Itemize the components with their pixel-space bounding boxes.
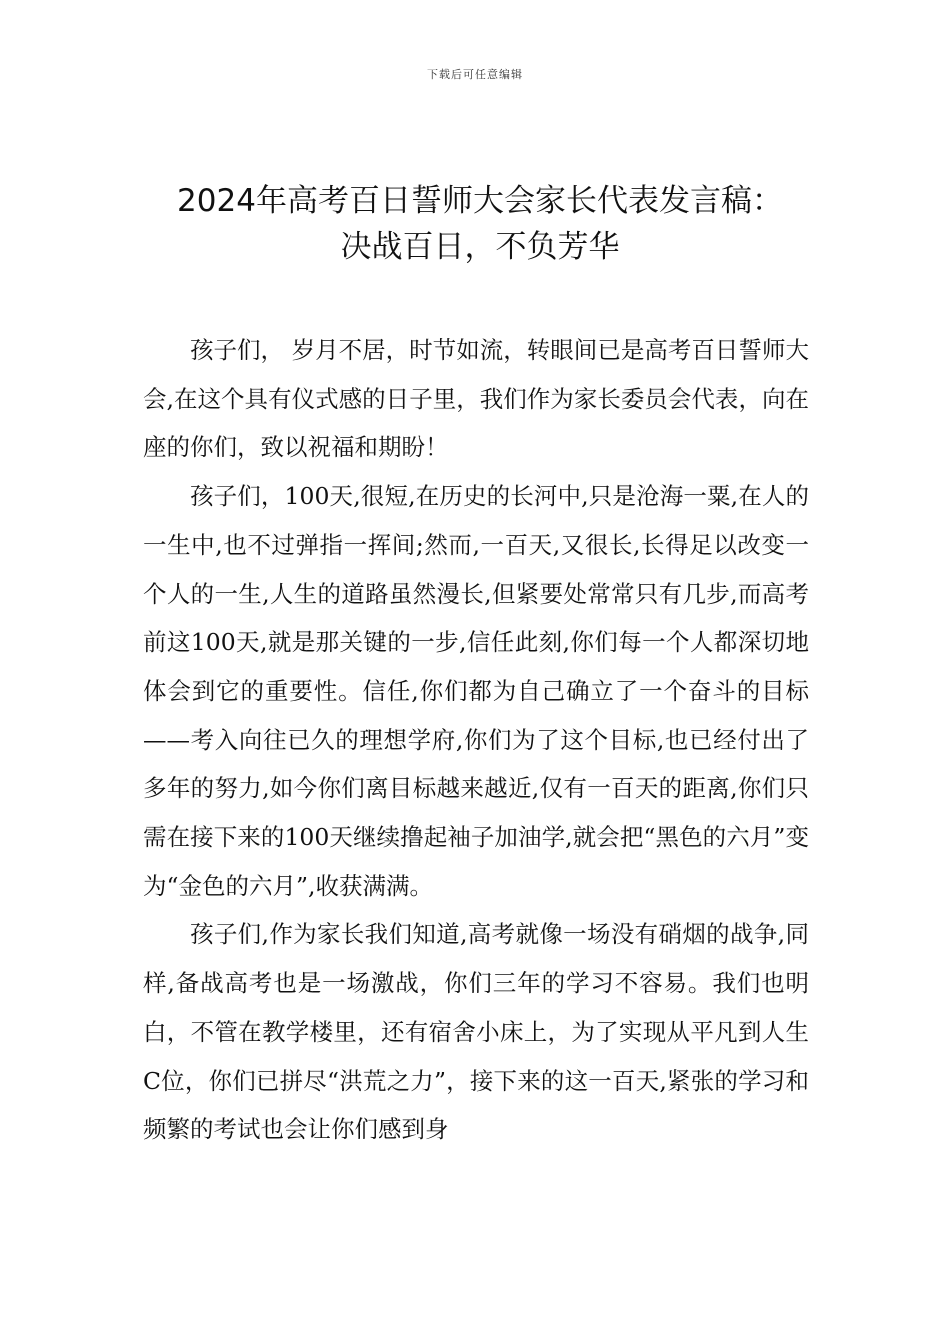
paragraph-1: 孩子们， 岁月不居，时节如流，转眼间已是高考百日誓师大会,在这个具有仪式感的日子里，我们作为家长委员会代表，向在座的你们，致以祝福和期盼！ <box>143 336 809 462</box>
document-body <box>143 326 809 1154</box>
document-title <box>140 178 820 270</box>
header-note: 下载后可任意编辑 <box>427 68 523 81</box>
paragraph-2: 孩子们，100天,很短,在历史的长河中,只是沧海一粟,在人的一生中,也不过弹指一挥间;然而,一百天,又很长,长得足以改变一个人的一生,人生的道路虽然漫长,但紧要处常常只有几步,而高考前这100天,就是那关键的一步,信任此刻,你们每一个人都深切地体会到它的重要性。信任,你们都为自己确立了一个奋斗的目标——考入向往已久的理想学府,你们为了这个目标,也已经付出了多年的努力,如今你们离目标越来越近,仅有一百天的距离,你们只需在接下来的100天继续撸起袖子加油学,就会把“黑色的六月”变为“金色的六月”,收获满满。 <box>143 482 809 900</box>
title-line-1: 2024年高考百日誓师大会家长代表发言稿： <box>177 183 783 219</box>
title-line-2: 决战百日，不负芳华 <box>340 229 620 265</box>
paragraph-3: 孩子们,作为家长我们知道,高考就像一场没有硝烟的战争,同样,备战高考也是一场激战，你们三年的学习不容易。我们也明白，不管在教学楼里，还有宿舍小床上，为了实现从平凡到人生C位，你们已拼尽“洪荒之力”，接下来的这一百天,紧张的学习和频繁的考试也会让你们感到身 <box>143 920 809 1144</box>
